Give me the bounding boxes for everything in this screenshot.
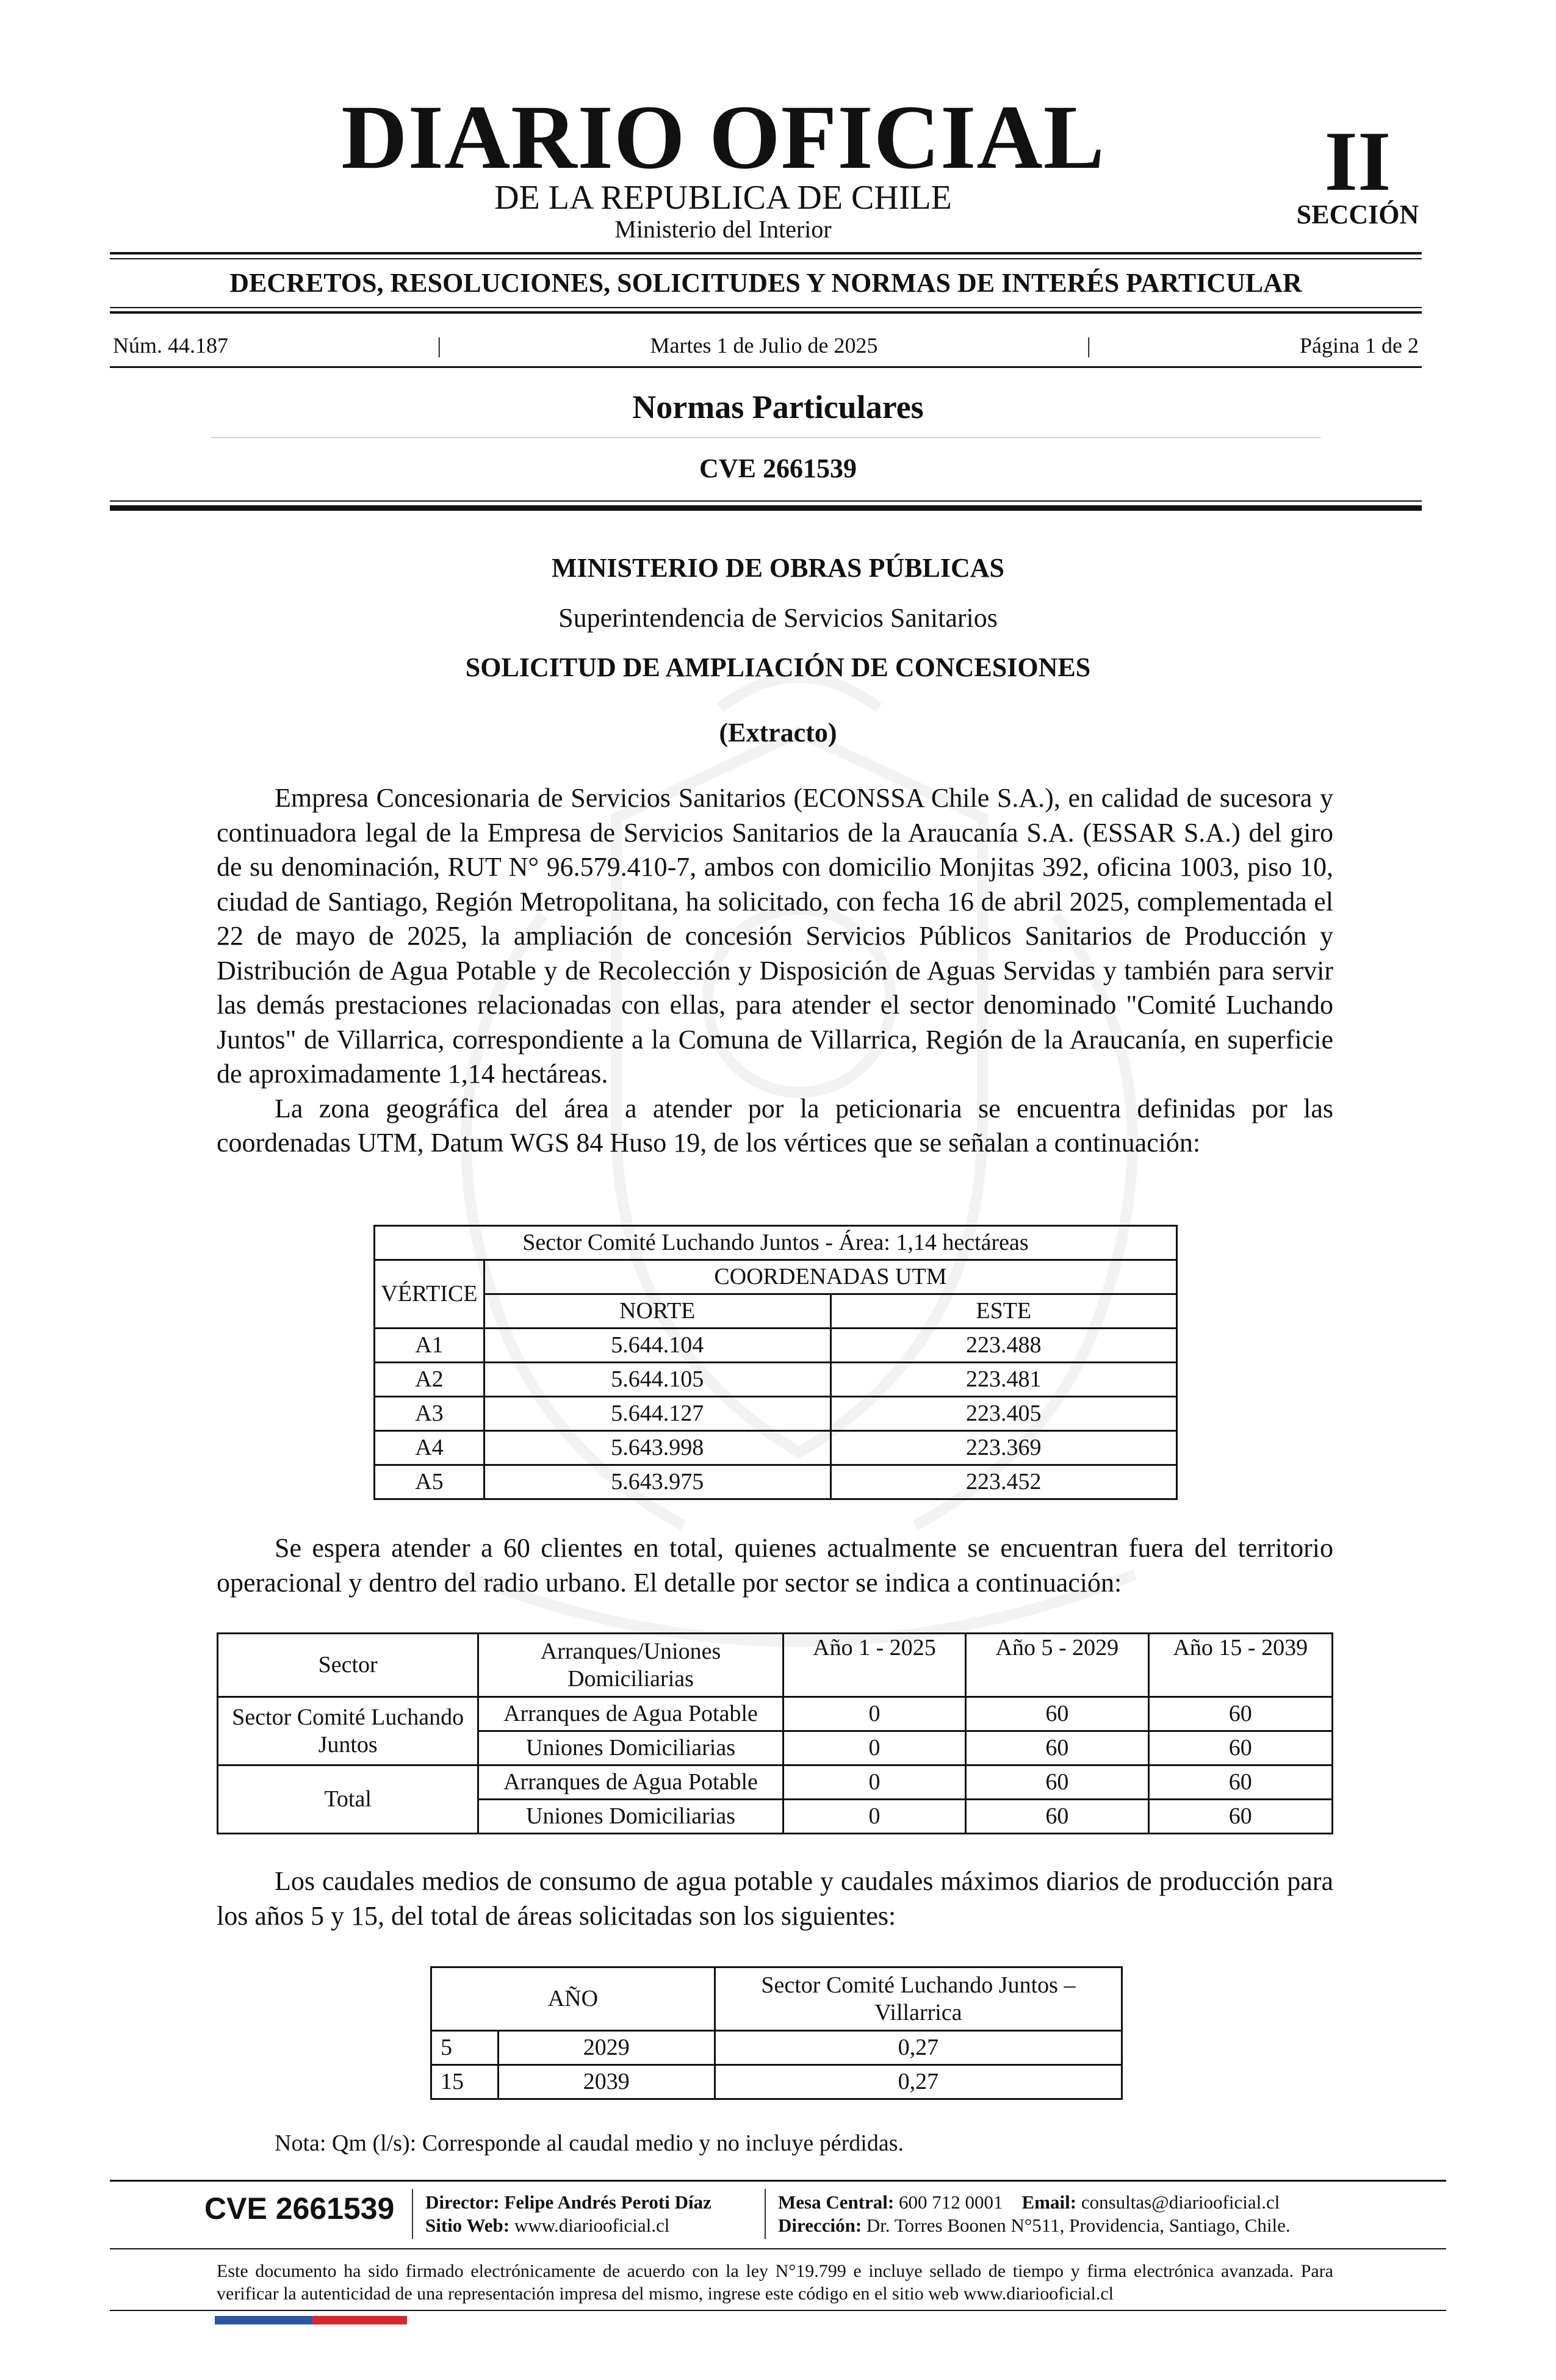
east-cell: 223.405 [830, 1397, 1177, 1431]
vertex-cell: A1 [375, 1329, 484, 1363]
table-row [375, 1397, 1177, 1431]
north-cell: 5.643.998 [484, 1431, 830, 1465]
connection-type-cell: Arranques de Agua Potable [478, 1697, 783, 1731]
vertex-cell: A3 [375, 1397, 484, 1431]
coordinates-caption: Sector Comité Luchando Juntos - Área: 1,14 hectáreas [375, 1226, 1177, 1260]
document-extract-label: (Extracto) [719, 718, 837, 748]
year-index-cell: 15 [431, 2065, 499, 2099]
website-label: Sitio Web: [425, 2215, 510, 2236]
document-title: SOLICITUD DE AMPLIACIÓN DE CONCESIONES [465, 652, 1091, 682]
issue-number: Núm. 44.187 [113, 333, 228, 358]
info-rule [110, 366, 1422, 368]
cve-rule-1 [110, 500, 1422, 502]
year5-header: Año 5 - 2029 [966, 1634, 1148, 1697]
connection-type-cell: Uniones Domiciliarias [478, 1731, 783, 1765]
year-cell: 2039 [498, 2065, 715, 2099]
category-title: Normas Particulares [632, 389, 924, 425]
issue-info-bar [113, 333, 1419, 358]
paragraph-flows: Los caudales medios de consumo de agua potable y caudales máximos diarios de producción para los años 5 y 15, del total de áreas solicitadas son los siguientes: [217, 1866, 1333, 1931]
year1-cell: 0 [783, 1765, 965, 1800]
north-cell: 5.644.105 [484, 1363, 830, 1397]
utm-header: COORDENADAS UTM [484, 1260, 1176, 1294]
year15-cell: 60 [1148, 1800, 1332, 1834]
vertex-cell: A2 [375, 1363, 484, 1397]
year5-cell: 60 [966, 1731, 1148, 1765]
flow-value-cell: 0,27 [715, 2031, 1122, 2065]
connection-type-cell: Arranques de Agua Potable [478, 1765, 783, 1800]
footer-director-block [425, 2191, 711, 2237]
footer-cve-code: CVE 2661539 [204, 2191, 395, 2226]
table-row [375, 1465, 1177, 1499]
north-cell: 5.644.104 [484, 1329, 830, 1363]
year5-cell: 60 [966, 1765, 1148, 1800]
flag-stripe-red [312, 2316, 407, 2324]
sector-header: Sector [218, 1634, 478, 1697]
email-label: Email: [1021, 2191, 1077, 2213]
east-cell: 223.452 [830, 1465, 1177, 1499]
table-row [375, 1363, 1177, 1397]
email-link[interactable]: consultas@diariooficial.cl [1081, 2191, 1280, 2213]
north-cell: 5.644.127 [484, 1397, 830, 1431]
vertex-header: VÉRTICE [375, 1260, 484, 1329]
section-label: SECCIÓN [1296, 200, 1419, 229]
connection-type-cell: Uniones Domiciliarias [478, 1800, 783, 1834]
flow-sector-header: Sector Comité Luchando Juntos – Villarrica [715, 1967, 1122, 2031]
year-header: AÑO [431, 1967, 715, 2031]
flow-note: Nota: Qm (l/s): Corresponde al caudal medio y no incluye pérdidas. [275, 2130, 904, 2156]
connections-table [217, 1632, 1333, 1834]
east-cell: 223.369 [830, 1431, 1177, 1465]
body-paragraphs [217, 781, 1333, 1161]
footer-rule-bottom [110, 2310, 1446, 2311]
footer-rule-middle [110, 2248, 1446, 2249]
table-row [375, 1329, 1177, 1363]
flow-value-cell: 0,27 [715, 2065, 1122, 2099]
legal-notice: Este documento ha sido firmado electrónicamente de acuerdo con la ley N°19.799 e incluye sellado de tiempo y firma electrónica avanzada. Para verificar la autenticidad de una representación impresa del mismo, ingrese este código en el sitio web www.diariooficial.cl [217, 2261, 1333, 2304]
document-agency: Superintendencia de Servicios Sanitarios [558, 603, 998, 633]
year1-cell: 0 [783, 1697, 965, 1731]
website-link[interactable]: www.diariooficial.cl [514, 2215, 670, 2236]
issue-date: Martes 1 de Julio de 2025 [650, 333, 878, 358]
table-row [375, 1431, 1177, 1465]
section-number: II [1324, 114, 1391, 209]
footer-rule-top [110, 2180, 1446, 2182]
ministry-line: Ministerio del Interior [614, 215, 832, 243]
director-label: Director: [425, 2191, 500, 2213]
director-name: Felipe Andrés Peroti Díaz [504, 2191, 711, 2213]
footer-divider [765, 2189, 766, 2239]
year-cell: 2029 [498, 2031, 715, 2065]
sector-cell: Total [218, 1765, 478, 1834]
flag-stripe-blue [215, 2316, 312, 2324]
info-separator: | [1086, 333, 1091, 358]
table-row [218, 1765, 1333, 1800]
flows-table [430, 1966, 1123, 2100]
east-cell: 223.481 [830, 1363, 1177, 1397]
newspaper-subtitle: DE LA REPUBLICA DE CHILE [494, 179, 952, 217]
band-rule-2 [110, 311, 1422, 314]
north-cell: 5.643.975 [484, 1465, 830, 1499]
east-header: ESTE [830, 1294, 1177, 1329]
cve-rule-2 [110, 505, 1422, 511]
info-separator: | [437, 333, 442, 358]
east-cell: 223.488 [830, 1329, 1177, 1363]
document-ministry: MINISTERIO DE OBRAS PÚBLICAS [551, 553, 1005, 583]
vertex-cell: A5 [375, 1465, 484, 1499]
year1-cell: 0 [783, 1800, 965, 1834]
band-rule-1 [110, 307, 1422, 308]
phone-number: 600 712 0001 [899, 2191, 1003, 2213]
body-paragraph-flows [217, 1864, 1333, 1933]
body-paragraph-clients [217, 1531, 1333, 1600]
top-rule-1 [110, 252, 1422, 254]
year1-cell: 0 [783, 1731, 965, 1765]
year-index-cell: 5 [431, 2031, 499, 2065]
year15-cell: 60 [1148, 1765, 1332, 1800]
newspaper-title: DIARIO OFICIAL [341, 87, 1105, 188]
sector-cell: Sector Comité Luchando Juntos [218, 1697, 478, 1765]
year15-header: Año 15 - 2039 [1148, 1634, 1332, 1697]
paragraph-request: Empresa Concesionaria de Servicios Sanitarios (ECONSSA Chile S.A.), en calidad de sucesora y continuadora legal de la Empresa de Servicios Sanitarios de la Araucanía S.A. (ESSAR S.A.) del giro de su denominación, RUT N° 96.579.410-7, ambos con domicilio Monjitas 392, oficina 1003, piso 10, ciudad de Santiago, Región Metropolitana, ha solicitado, con fecha 16 de abril 2025, complementada el 22 de mayo de 2025, la ampliación de concesión Servicios Públicos Sanitarios de Producción y Distribución de Agua Potable y de Recolección y Disposición de Aguas Servidas y también para servir las demás prestaciones relacionadas con ellas, para atender el sector denominado "Comité Luchando Juntos" de Villarrica, correspondiente a la Comuna de Villarrica, Región de la Araucanía, en superficie de aproximadamente 1,14 hectáreas. [217, 783, 1333, 1089]
page-indicator: Página 1 de 2 [1300, 333, 1419, 358]
table-row [431, 2031, 1122, 2065]
cve-code: CVE 2661539 [699, 453, 857, 483]
year15-cell: 60 [1148, 1697, 1332, 1731]
footer-divider [412, 2189, 413, 2239]
table-row [218, 1697, 1333, 1731]
year1-header: Año 1 - 2025 [783, 1634, 965, 1697]
top-rule-2 [110, 258, 1422, 259]
phone-label: Mesa Central: [778, 2191, 895, 2213]
year5-cell: 60 [966, 1697, 1148, 1731]
paragraph-clients: Se espera atender a 60 clientes en total, quienes actualmente se encuentran fuera del territorio operacional y dentro del radio urbano. El detalle por sector se indica a continuación: [217, 1533, 1333, 1598]
north-header: NORTE [484, 1294, 830, 1329]
address-label: Dirección: [778, 2215, 862, 2236]
connection-type-header: Arranques/Uniones Domiciliarias [478, 1634, 783, 1697]
paragraph-coordinates-intro: La zona geográfica del área a atender por la peticionaria se encuentra definidas por las coordenadas UTM, Datum WGS 84 Huso 19, de los vértices que se señalan a continuación: [217, 1093, 1333, 1158]
year15-cell: 60 [1148, 1731, 1332, 1765]
section-band: DECRETOS, RESOLUCIONES, SOLICITUDES Y NORMAS DE INTERÉS PARTICULAR [229, 268, 1302, 298]
coordinates-table [373, 1225, 1178, 1500]
category-divider [211, 437, 1321, 438]
footer-contact-block [778, 2191, 1291, 2237]
address-text: Dr. Torres Boonen N°511, Providencia, Santiago, Chile. [866, 2215, 1291, 2236]
table-row [431, 2065, 1122, 2099]
vertex-cell: A4 [375, 1431, 484, 1465]
year5-cell: 60 [966, 1800, 1148, 1834]
